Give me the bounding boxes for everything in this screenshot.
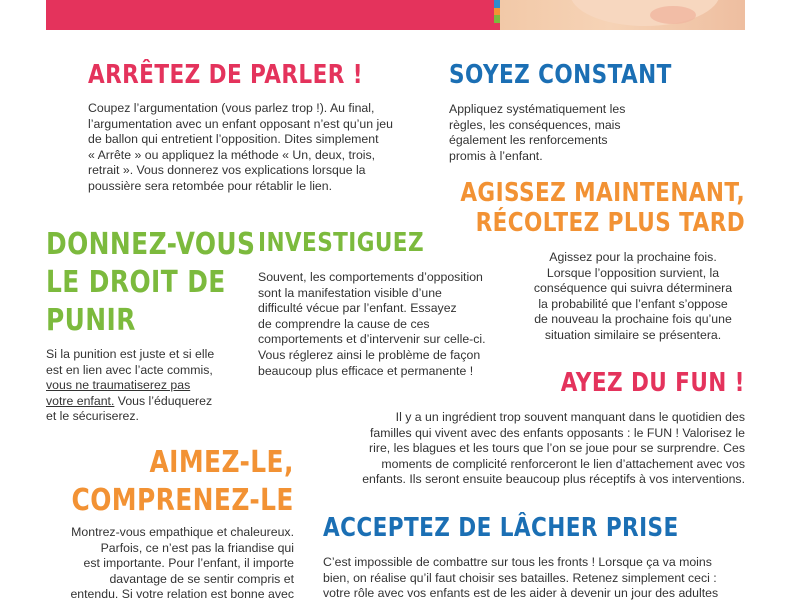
- text-line: Parfois, ce n’est pas la friandise qui: [100, 540, 294, 555]
- section-text-arretez: [88, 101, 393, 195]
- text-fragment: Vous l’éduquerez: [114, 393, 213, 408]
- title-line: DONNEZ-VOUS: [46, 227, 256, 262]
- text-line: Vous réglerez ainsi le problème de façon: [258, 347, 481, 362]
- text-line: beaucoup plus efficace et permanente !: [258, 363, 474, 378]
- section-text-acceptez: [323, 555, 718, 602]
- text-line: conséquence qui suivra déterminera: [533, 281, 733, 296]
- text-line: de nouveau la prochaine fois qu’une: [534, 312, 732, 327]
- text-line: entendu. Si votre relation est bonne avec: [70, 587, 294, 602]
- text-line: davantage de se sentir compris et: [109, 571, 294, 586]
- text-line: de ballon qui entretient l’opposition. Dites simplement: [88, 132, 379, 147]
- section-title-soyez: SOYEZ CONSTANT: [449, 60, 672, 90]
- section-title-investiguez: INVESTIGUEZ: [258, 228, 425, 258]
- section-text-donnez: [46, 347, 214, 425]
- text-line: rire, les blagues et les tours que l’on se joue pour se surprendre. Ces: [369, 441, 745, 456]
- title-line: COMPRENEZ-LE: [71, 483, 294, 518]
- section-title-arretez: ARRÊTEZ DE PARLER !: [88, 60, 363, 90]
- text-line: poussière sera retombée pour rétablir le lien.: [88, 178, 333, 193]
- section-title-agissez: [460, 178, 745, 238]
- title-line: LE DROIT DE: [46, 265, 226, 300]
- text-line: difficulté vécue par l’enfant. Essayez: [258, 301, 457, 316]
- text-line: comportements et d’intervenir sur celle-ci.: [258, 332, 486, 347]
- text-line: également les renforcements: [449, 133, 608, 148]
- section-text-soyez: [449, 102, 625, 164]
- section-text-aimez: [44, 525, 294, 603]
- child-cheek: [650, 6, 696, 24]
- text-line: Lorsque l’opposition survient, la: [546, 265, 720, 280]
- text-line: Souvent, les comportements d’opposition: [258, 270, 483, 284]
- text-line: C’est impossible de combattre sur tous les fronts ! Lorsque ça va moins: [323, 555, 712, 569]
- text-line: situation similaire se présentera.: [544, 327, 722, 342]
- text-line: promis à l’enfant.: [449, 148, 543, 163]
- text-line: est en lien avec l’acte commis,: [46, 362, 213, 377]
- text-line: Coupez l’argumentation (vous parlez trop !). Au final,: [88, 101, 375, 115]
- text-line: l’argumentation avec un enfant opposant n’est qu’un jeu: [88, 116, 393, 131]
- text-line: votre rôle avec vos enfants est de les aider à devenir un jour des adultes: [323, 586, 719, 601]
- text-line: familles qui vivent avec des enfants opposants : le FUN ! Valorisez le: [369, 425, 745, 440]
- section-text-agissez: [528, 250, 738, 344]
- text-line: et le sécuriserez.: [46, 409, 139, 424]
- text-line: est importante. Pour l’enfant, il importe: [83, 556, 294, 571]
- text-line: moments de complicité renforceront le lien d’attachement avec vos: [381, 456, 745, 471]
- title-line: AGISSEZ MAINTENANT,: [460, 178, 745, 208]
- section-title-acceptez: ACCEPTEZ DE LÂCHER PRISE: [323, 513, 679, 543]
- text-line: Si la punition est juste et si elle: [46, 347, 215, 361]
- text-line: bien, on réalise qu’il faut choisir ses batailles. Retenez simplement ceci :: [323, 570, 717, 585]
- section-title-aimez: [72, 444, 294, 520]
- text-line: Il y a un ingrédient trop souvent manquant dans le quotidien des: [395, 410, 745, 424]
- section-title-fun: AYEZ DU FUN !: [560, 368, 745, 398]
- text-line: retrait ». Vous donnerez vos explications lorsque la: [88, 163, 366, 178]
- text-line: Montrez-vous empathique et chaleureux.: [71, 525, 294, 539]
- text-line-underlined: vous ne traumatiserez pas: [46, 378, 191, 393]
- child-face: [570, 0, 720, 26]
- section-text-fun: [325, 410, 745, 488]
- text-line: Agissez pour la prochaine fois.: [549, 250, 717, 264]
- text-line: règles, les conséquences, mais: [449, 117, 621, 132]
- text-line: Appliquez systématiquement les: [449, 102, 626, 116]
- text-line: enfants. Ils seront ensuite beaucoup plus réceptifs à vos interventions.: [362, 472, 745, 487]
- text-line: la probabilité que l’enfant s’oppose: [538, 296, 728, 311]
- title-line: AIMEZ-LE,: [149, 445, 294, 480]
- title-line: RÉCOLTEZ PLUS TARD: [475, 208, 745, 239]
- section-title-donnez: [46, 226, 255, 340]
- child-photo: [500, 0, 745, 30]
- underlined-text: votre enfant.: [46, 393, 115, 408]
- text-line: sont la manifestation visible d’une: [258, 285, 442, 300]
- section-text-investiguez: [258, 270, 486, 379]
- title-line: PUNIR: [46, 303, 136, 338]
- text-line: « Arrête » ou appliquez la méthode « Un, deux, trois,: [88, 147, 376, 162]
- text-line: de comprendre la cause de ces: [258, 316, 430, 331]
- text-line: [46, 394, 214, 410]
